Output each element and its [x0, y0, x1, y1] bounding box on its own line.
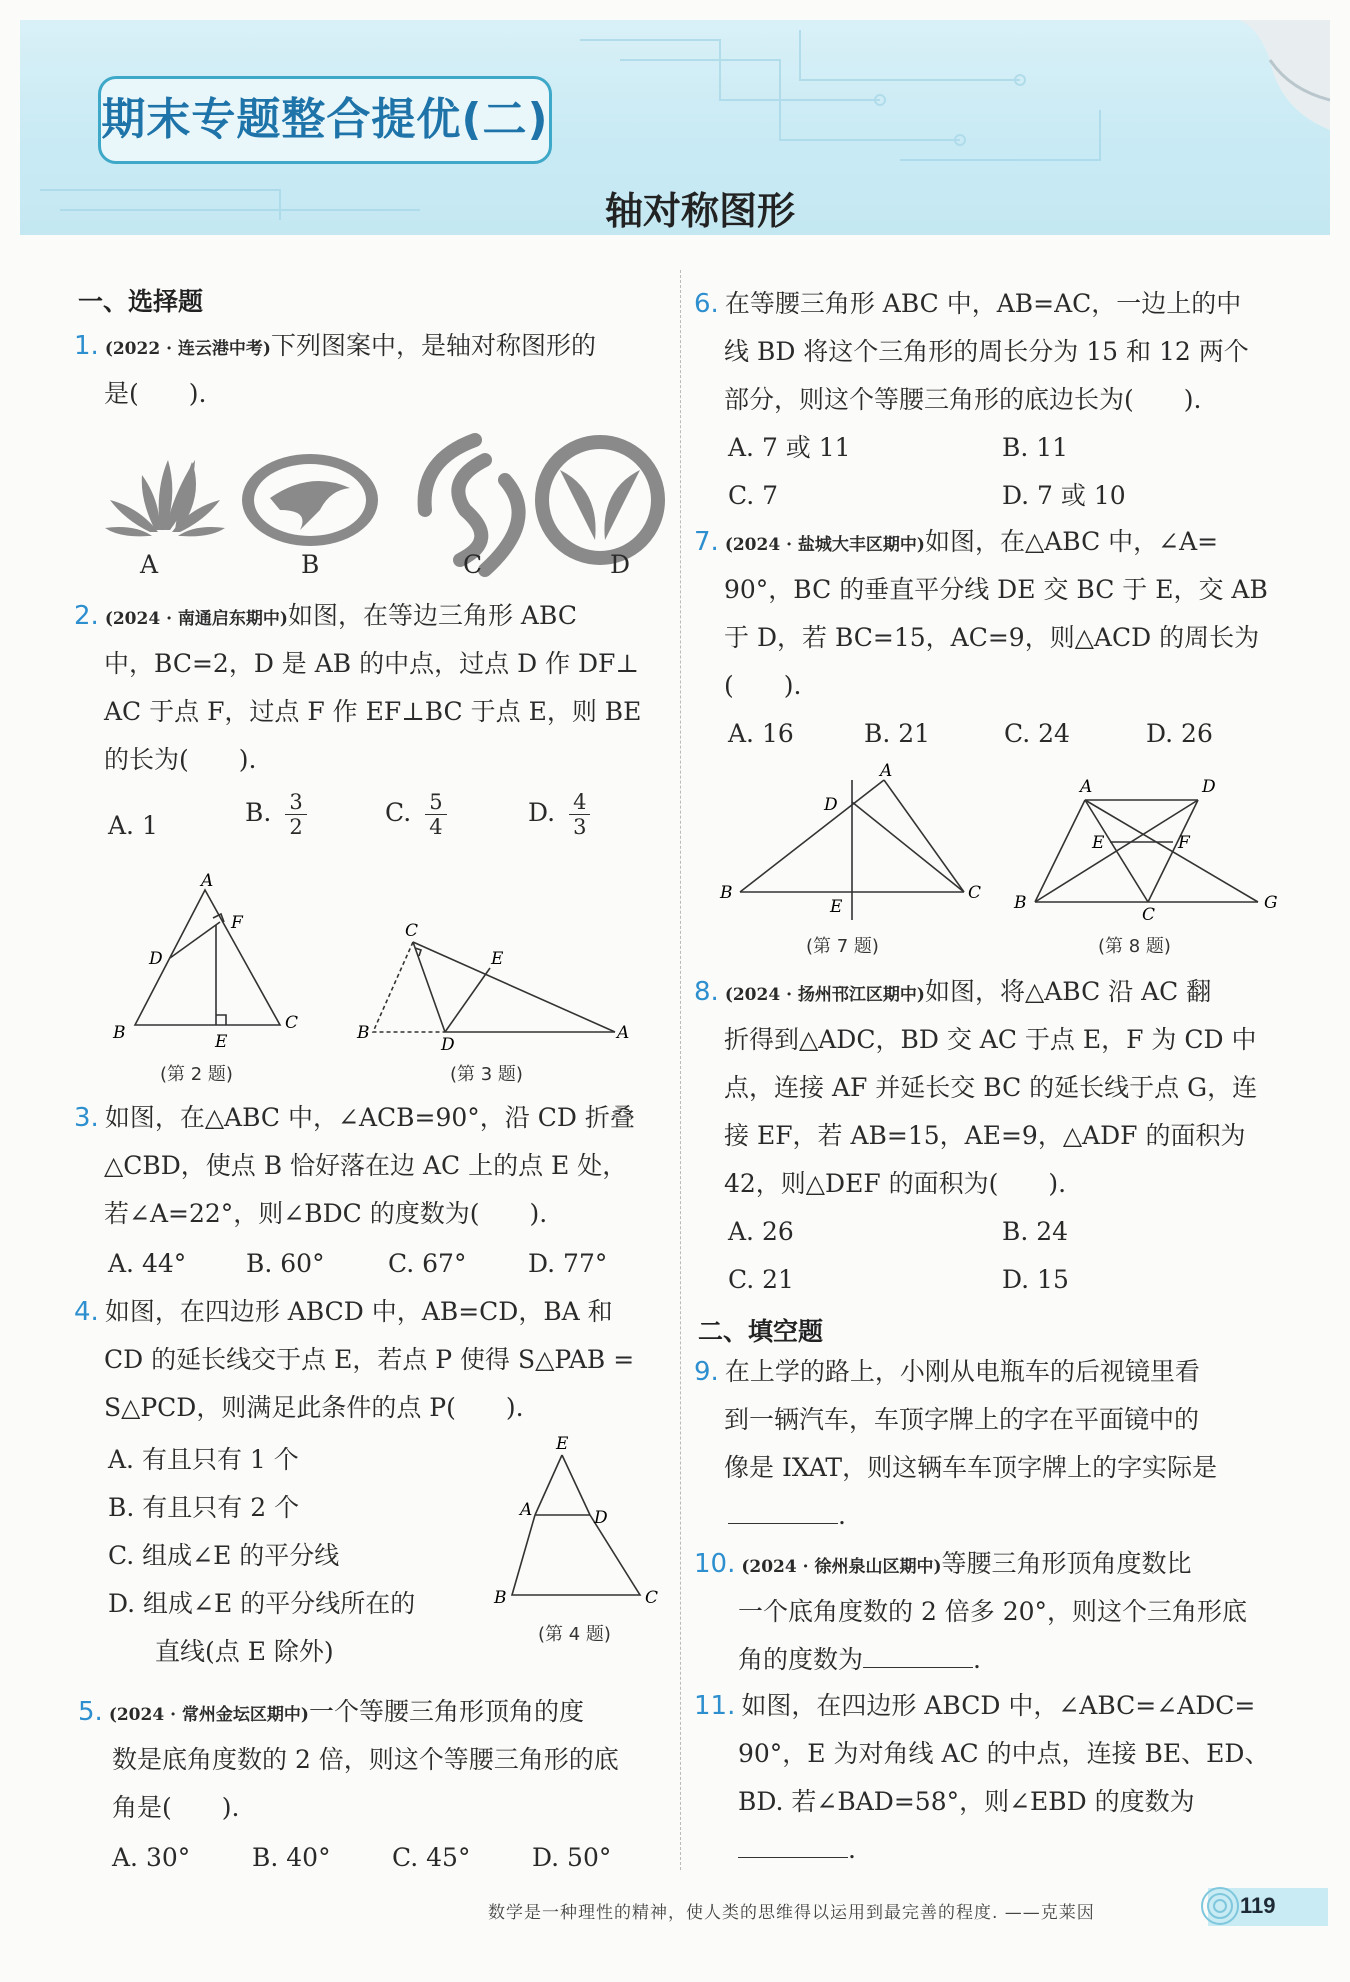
- fig7-caption: (第 7 题): [806, 936, 879, 957]
- section-fill: 二、填空题: [698, 1317, 824, 1346]
- fraction: $\frac{3}{2}$: [285, 790, 306, 839]
- question-5-line3: 角是( ).: [112, 1793, 240, 1822]
- fig8-label-c: C: [1142, 905, 1156, 920]
- question-source: (2024 · 常州金坛区期中): [108, 1705, 309, 1725]
- page-number: 119: [1240, 1893, 1276, 1918]
- fig3-label-d: D: [441, 1035, 455, 1050]
- question-number: 6.: [694, 289, 719, 319]
- q4-option-c: C. 组成∠E 的平分线: [108, 1541, 340, 1570]
- question-11: [694, 1682, 1255, 1730]
- figure-3: [355, 920, 635, 1050]
- q6-option-b: B. 11: [1002, 433, 1069, 462]
- q7-option-b: B. 21: [864, 719, 931, 748]
- column-divider: [680, 270, 681, 1870]
- question-7-line3: 于 D，若 BC=15，AC=9，则△ACD 的周长为: [724, 623, 1260, 652]
- page-swirl-icon: [1198, 1884, 1242, 1928]
- question-7: [694, 518, 1218, 569]
- page-curl-icon: [1240, 20, 1330, 130]
- title-box: [98, 76, 552, 164]
- question-4-line2: CD 的延长线交于点 E，若点 P 使得 S△PAB =: [104, 1345, 635, 1374]
- question-8-line5: 42，则△DEF 的面积为( ).: [724, 1169, 1067, 1198]
- fig4-label-c: C: [645, 1588, 659, 1608]
- logo-b-icon: [242, 454, 378, 546]
- q5-option-d: D. 50°: [532, 1843, 612, 1872]
- question-10-line2: 一个底角度数的 2 倍多 20°，则这个三角形底: [738, 1597, 1248, 1626]
- fraction: $\frac{5}{4}$: [425, 790, 446, 839]
- question-2: [74, 592, 577, 643]
- fig4-caption: (第 4 题): [538, 1624, 611, 1645]
- q2-option-c: C. $\frac{5}{4}$: [385, 790, 447, 839]
- question-number: 10.: [694, 1549, 736, 1579]
- answer-blank[interactable]: [738, 1829, 848, 1858]
- answer-blank[interactable]: [728, 1495, 838, 1524]
- q7-option-a: A. 16: [728, 719, 794, 748]
- fig7-label-b: B: [720, 883, 733, 903]
- question-4-line3: S△PCD，则满足此条件的点 P( ).: [104, 1393, 524, 1422]
- q5-option-b: B. 40°: [252, 1843, 331, 1872]
- question-number: 3.: [74, 1103, 99, 1133]
- question-11-line2: 90°，E 为对角线 AC 的中点，连接 BE、ED、: [738, 1739, 1270, 1768]
- question-11-answer: .: [738, 1826, 856, 1874]
- q1-label-c: C: [463, 550, 483, 579]
- logo-d-icon: [542, 442, 658, 558]
- question-1-line2: 是( ).: [104, 379, 207, 408]
- fig3-label-c: C: [405, 921, 419, 941]
- fig3-label-b: B: [357, 1023, 370, 1043]
- question-8-line4: 接 EF，若 AB=15，AE=9，△ADF 的面积为: [724, 1121, 1246, 1150]
- question-text: 如图，在四边形 ABCD 中，AB=CD，BA 和: [104, 1297, 613, 1326]
- fig8-label-e: E: [1092, 833, 1105, 853]
- q5-option-a: A. 30°: [112, 1843, 191, 1872]
- q1-label-b: B: [301, 550, 320, 579]
- q1-logo-options: [80, 420, 680, 590]
- section-choice: 一、选择题: [78, 287, 204, 316]
- answer-blank[interactable]: [863, 1639, 973, 1668]
- question-number: 4.: [74, 1297, 99, 1327]
- q6-option-d: D. 7 或 10: [1002, 481, 1126, 510]
- fig2-label-c: C: [285, 1013, 299, 1033]
- question-10-line3: 角的度数为 .: [738, 1636, 981, 1684]
- question-text: 一个等腰三角形顶角的度: [308, 1697, 584, 1726]
- q8-option-a: A. 26: [728, 1217, 794, 1246]
- q8-option-d: D. 15: [1002, 1265, 1069, 1294]
- q7-option-c: C. 24: [1004, 719, 1070, 748]
- question-9: [694, 1348, 1200, 1396]
- question-source: (2024 · 徐州泉山区期中): [741, 1557, 942, 1577]
- fig7-label-a: A: [880, 761, 893, 781]
- question-number: 8.: [694, 977, 719, 1007]
- question-3-line2: △CBD，使点 B 恰好落在边 AC 上的点 E 处，: [104, 1151, 628, 1180]
- question-2-line2: 中，BC=2，D 是 AB 的中点，过点 D 作 DF⊥: [104, 649, 639, 678]
- fig4-label-a: A: [520, 1500, 533, 1520]
- question-number: 5.: [78, 1697, 103, 1727]
- q3-option-a: A. 44°: [108, 1249, 187, 1278]
- fig3-label-e: E: [491, 949, 504, 969]
- figure-4: [490, 1435, 670, 1610]
- fig3-caption: (第 3 题): [450, 1064, 523, 1085]
- fig4-label-e: E: [556, 1435, 569, 1454]
- header-banner: [20, 20, 1330, 235]
- q3-option-b: B. 60°: [246, 1249, 325, 1278]
- question-text: 如图，在△ABC 中，∠ACB=90°，沿 CD 折叠: [104, 1103, 635, 1132]
- q5-option-c: C. 45°: [392, 1843, 471, 1872]
- question-2-line3: AC 于点 F，过点 F 作 EF⊥BC 于点 E，则 BE: [104, 697, 642, 726]
- q2-option-d: D. $\frac{4}{3}$: [528, 790, 590, 839]
- q1-label-d: D: [610, 550, 631, 579]
- fig2-label-f: F: [231, 913, 243, 933]
- question-number: 11.: [694, 1691, 736, 1721]
- page-title: 期末专题整合提优(二): [101, 94, 549, 145]
- q3-option-c: C. 67°: [388, 1249, 467, 1278]
- fig4-label-b: B: [494, 1588, 507, 1608]
- fig8-label-g: G: [1264, 893, 1278, 913]
- figure-8: [1000, 770, 1290, 920]
- question-7-line4: ( ).: [724, 671, 802, 700]
- question-source: (2024 · 盐城大丰区期中): [724, 535, 925, 555]
- question-text: 如图，在等边三角形 ABC: [287, 601, 577, 630]
- question-3-line3: 若∠A=22°，则∠BDC 的度数为( ).: [104, 1199, 548, 1228]
- question-number: 7.: [694, 527, 719, 557]
- question-text: 如图，在△ABC 中，∠A=: [924, 527, 1219, 556]
- question-9-line2: 到一辆汽车，车顶字牌上的字在平面镜中的: [724, 1405, 1200, 1434]
- question-source: (2024 · 南通启东期中): [104, 609, 288, 629]
- fig2-label-a: A: [201, 871, 214, 891]
- q8-option-c: C. 21: [728, 1265, 794, 1294]
- question-source: (2024 · 扬州邗江区期中): [724, 985, 925, 1005]
- question-text: 在等腰三角形 ABC 中，AB=AC，一边上的中: [724, 289, 1242, 318]
- page-subtitle: 轴对称图形: [604, 189, 795, 233]
- figure-2: [105, 870, 325, 1050]
- question-6-line2: 线 BD 将这个三角形的周长分为 15 和 12 两个: [724, 337, 1249, 366]
- figure-7: [712, 760, 992, 920]
- question-6-line3: 部分，则这个等腰三角形的底边长为( ).: [724, 385, 1202, 414]
- question-8: [694, 968, 1211, 1019]
- q6-option-a: A. 7 或 11: [728, 433, 851, 462]
- fig8-label-a: A: [1080, 777, 1093, 797]
- fig8-label-b: B: [1014, 893, 1027, 913]
- q6-option-c: C. 7: [728, 481, 779, 510]
- fig8-caption: (第 8 题): [1098, 936, 1171, 957]
- q4-option-d-line2: 直线(点 E 除外): [155, 1637, 334, 1666]
- question-text: 在上学的路上，小刚从电瓶车的后视镜里看: [724, 1357, 1200, 1386]
- fig7-label-d: D: [824, 795, 838, 815]
- fig2-caption: (第 2 题): [160, 1064, 233, 1085]
- q4-option-b: B. 有且只有 2 个: [108, 1493, 300, 1522]
- question-2-line4: 的长为( ).: [104, 745, 257, 774]
- q2-option-b: B. $\frac{3}{2}$: [245, 790, 307, 839]
- q3-option-d: D. 77°: [528, 1249, 608, 1278]
- question-8-line3: 点，连接 AF 并延长交 BC 的延长线于点 G，连: [724, 1073, 1258, 1102]
- q2-option-a: A. 1: [108, 811, 158, 840]
- question-number: 9.: [694, 1357, 719, 1387]
- question-6: [694, 280, 1241, 328]
- fig2-label-e: E: [215, 1032, 228, 1050]
- fig3-label-a: A: [617, 1023, 630, 1043]
- huawei-logo-icon: [105, 460, 225, 536]
- question-9-line3: 像是 IXAT，则这辆车车顶字牌上的字实际是: [724, 1453, 1218, 1482]
- fig4-label-d: D: [594, 1508, 608, 1528]
- question-number: 1.: [74, 331, 99, 361]
- fig8-label-d: D: [1202, 777, 1216, 797]
- q7-option-d: D. 26: [1146, 719, 1213, 748]
- question-4: [74, 1288, 613, 1336]
- q8-option-b: B. 24: [1002, 1217, 1069, 1246]
- question-text: 如图，在四边形 ABCD 中，∠ABC=∠ADC=: [741, 1691, 1256, 1720]
- q4-option-d: D. 组成∠E 的平分线所在的: [108, 1589, 416, 1618]
- fig7-label-c: C: [968, 883, 982, 903]
- fig2-label-d: D: [149, 949, 163, 969]
- question-text: 下列图案中，是轴对称图形的: [270, 331, 596, 360]
- question-source: (2022 · 连云港中考): [104, 339, 271, 359]
- fig7-label-e: E: [830, 897, 843, 917]
- fig8-label-f: F: [1178, 833, 1190, 853]
- q4-option-a: A. 有且只有 1 个: [108, 1445, 299, 1474]
- question-8-line2: 折得到△ADC，BD 交 AC 于点 E，F 为 CD 中: [724, 1025, 1257, 1054]
- question-11-line3: BD. 若∠BAD=58°，则∠EBD 的度数为: [738, 1787, 1195, 1816]
- question-text: 如图，将△ABC 沿 AC 翻: [924, 977, 1212, 1006]
- question-1: [74, 322, 596, 373]
- question-7-line2: 90°，BC 的垂直平分线 DE 交 BC 于 E，交 AB: [724, 575, 1268, 604]
- question-10: [694, 1540, 1192, 1591]
- question-5-line2: 数是底角度数的 2 倍，则这个等腰三角形的底: [112, 1745, 619, 1774]
- fraction: $\frac{4}{3}$: [569, 790, 590, 839]
- fig2-label-b: B: [113, 1023, 126, 1043]
- question-3: [74, 1094, 635, 1142]
- question-9-answer: .: [728, 1492, 846, 1540]
- question-number: 2.: [74, 601, 99, 631]
- q1-label-a: A: [140, 550, 159, 579]
- footer-quote: 数学是一种理性的精神，使人类的思维得以运用到最完善的程度. ——克莱因: [488, 1903, 1095, 1923]
- question-text: 等腰三角形顶角度数比: [941, 1549, 1192, 1578]
- question-5: [78, 1688, 584, 1739]
